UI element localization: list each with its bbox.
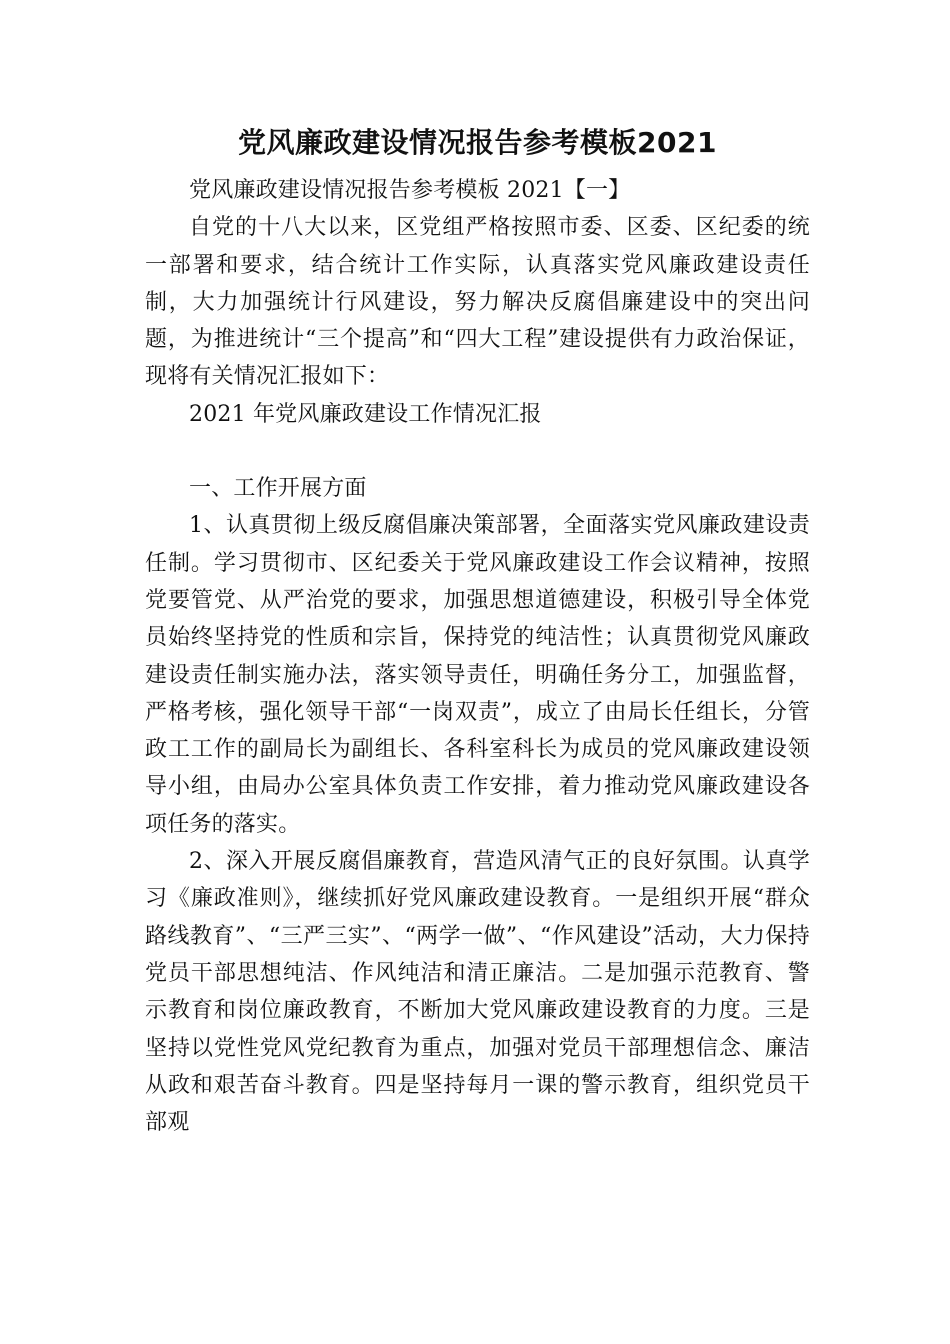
report-heading: 2021 年党风廉政建设工作情况汇报 (189, 401, 542, 427)
document-body (145, 122, 810, 1141)
section-heading: 一、工作开展方面 (189, 476, 367, 502)
intro-paragraph: 自党的十八大以来，区党组严格按照市委、区委、区纪委的统一部署和要求，结合统计工作实际，认真落实党风廉政建设责任制，大力加强统计行风建设，努力解决反腐倡廉建设中的突出问题，为推进统计“三个提高”和“四大工程”建设提供有力政治保证，现将有关情况汇报如下： (145, 215, 810, 390)
document-title: 党风廉政建设情况报告参考模板2021 (238, 126, 717, 159)
blank-line (145, 433, 810, 470)
body-paragraph-1: 1、认真贯彻上级反腐倡廉决策部署，全面落实党风廉政建设责任制。学习贯彻市、区纪委关于党风廉政建设工作会议精神，按照党要管党、从严治党的要求，加强思想道德建设，积极引导全体党员始终坚持党的性质和宗旨，保持党的纯洁性；认真贯彻党风廉政建设责任制实施办法，落实领导责任，明确任务分工，加强监督，严格考核，强化领导干部“一岗双责”，成立了由局长任组长，分管政工工作的副局长为副组长、各科室科长为成员的党风廉政建设领导小组，由局办公室具体负责工作安排，着力推动党风廉政建设各项任务的落实。 (145, 513, 810, 837)
body-paragraph-2: 2、深入开展反腐倡廉教育，营造风清气正的良好氛围。认真学习《廉政准则》，继续抓好党风廉政建设教育。一是组织开展“群众路线教育”、“三严三实”、“两学一做”、“作风建设”活动，大力保持党员干部思想纯洁、作风纯洁和清正廉洁。二是加强示范教育、警示教育和岗位廉政教育，不断加大党风廉政建设教育的力度。三是坚持以党性党风党纪教育为重点，加强对党员干部理想信念、廉洁从政和艰苦奋斗教育。四是坚持每月一课的警示教育，组织党员干部观 (145, 849, 810, 1136)
document-subtitle: 党风廉政建设情况报告参考模板 2021【一】 (189, 178, 631, 203)
